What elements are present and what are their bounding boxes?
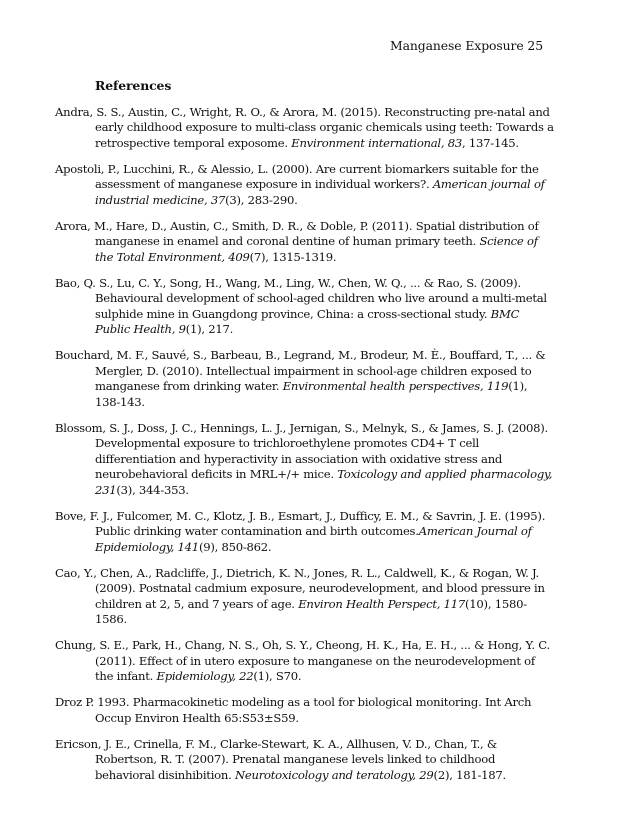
reference-source: American journal of industrial medicine, 37 — [95, 177, 545, 207]
reference-source: American Journal of Epidemiology, 141 — [95, 524, 532, 554]
reference-text: Bove, F. J., Fulcomer, M. C., Klotz, J. B., Esmart, J., Dufficy, E. M., & Savrin, J. E. (1995). Public drinking water contamination and birth outcomes. — [55, 508, 546, 539]
reference-source: Toxicology and applied pharmacology, 231 — [95, 467, 553, 497]
reference-text: Apostoli, P., Lucchini, R., & Alessio, L. (2000). Are current biomarkers suitable for the assessment of manganese exposure in individual workers?. — [55, 162, 539, 192]
reference-pages: (3), 283-290. — [225, 192, 298, 207]
reference-text: Ericson, J. E., Crinella, F. M., Clarke-Stewart, K. A., Allhusen, V. D., Chan, T., & Robertson, R. T. (2007). Prenatal manganese levels linked to childhood behavioral disinhibition. — [55, 736, 497, 782]
reference-text: Cao, Y., Chen, A., Radcliffe, J., Dietrich, K. N., Jones, R. L., Caldwell, K., & Rogan, W. J. (2009). Postnatal cadmium exposure, neurodevelopment, and blood pressure in children at 2, 5, and 7 years of age. — [55, 565, 545, 611]
reference-source: Epidemiology, 22 — [156, 668, 254, 683]
reference-text: Arora, M., Hare, D., Austin, C., Smith, D. R., & Doble, P. (2011). Spatial distribution of manganese in enamel and coronal dentine of human primary teeth. — [55, 219, 539, 249]
reference-pages: (1), 138-143. — [95, 379, 528, 409]
references-heading: References — [95, 78, 172, 93]
reference-pages: (9), 850-862. — [198, 539, 272, 554]
reference-list — [55, 105, 555, 794]
reference-pages: (7), 1315-1319. — [249, 249, 337, 264]
reference-pages: (2), 181-187. — [433, 767, 506, 782]
reference-source: Environment international, 83 — [291, 135, 463, 150]
reference-entry — [55, 638, 555, 684]
reference-text: Andra, S. S., Austin, C., Wright, R. O., & Arora, M. (2015). Reconstructing pre-natal and early childhood exposure to multi-class organic chemicals using teeth: Towards a retrospective temporal exposome. — [55, 105, 554, 150]
reference-pages: (3), 344-353. — [116, 482, 189, 497]
reference-text: Droz P. 1993. Pharmacokinetic modeling as a tool for biological monitoring. Int Arch Occup Environ Health 65:S53±S59. — [55, 695, 532, 725]
reference-entry — [55, 509, 555, 555]
reference-source: BMC Public Health, 9 — [95, 306, 520, 337]
reference-text: Bao, Q. S., Lu, C. Y., Song, H., Wang, M., Ling, W., Chen, W. Q., ... & Rao, S. (2009). Behavioural development of school-aged children who live around a multi-metal sulphide mine in Guangdong province, China: a cross-sectional study. — [55, 276, 547, 321]
reference-entry — [55, 566, 555, 628]
reference-entry — [55, 737, 555, 783]
reference-entry — [55, 348, 555, 410]
reference-entry — [55, 695, 555, 726]
reference-entry — [55, 162, 555, 208]
reference-entry — [55, 219, 555, 265]
reference-source: Science of the Total Environment, 409 — [95, 234, 538, 264]
reference-pages: (10), 1580-1586. — [95, 596, 527, 626]
reference-entry — [55, 105, 555, 151]
reference-text: Chung, S. E., Park, H., Chang, N. S., Oh, S. Y., Cheong, H. K., Ha, E. H., ... & Hong, Y. C. (2011). Effect of in utero exposure to manganese on the neurodevelopment of the infant. — [55, 638, 550, 683]
reference-source: Environ Health Perspect, 117 — [298, 596, 466, 611]
running-head: Manganese Exposure 25 — [390, 38, 543, 53]
reference-pages: (1), S70. — [253, 668, 302, 683]
reference-text: Bouchard, M. F., Sauvé, S., Barbeau, B., Legrand, M., Brodeur, M. È., Bouffard, T., ... & Mergler, D. (2010). Intellectual impairment in school-age children exposed to manganese from drinking water. — [55, 348, 546, 394]
reference-text: Blossom, S. J., Doss, J. C., Hennings, L. J., Jernigan, S., Melnyk, S., & James, S. J. (2008). Developmental exposure to trichloroethylene promotes CD4+ T cell differentiation and hyperactivity in association with oxidative stress and neurobehavioral deficits in MRL+/+ mice. — [55, 420, 548, 482]
reference-entry — [55, 276, 555, 338]
reference-source: Neurotoxicology and teratology, 29 — [235, 767, 434, 782]
reference-entry — [55, 421, 555, 498]
reference-pages: (1), 217. — [185, 322, 234, 337]
reference-source: Environmental health perspectives, 119 — [282, 379, 509, 394]
reference-pages: , 137-145. — [462, 135, 519, 150]
